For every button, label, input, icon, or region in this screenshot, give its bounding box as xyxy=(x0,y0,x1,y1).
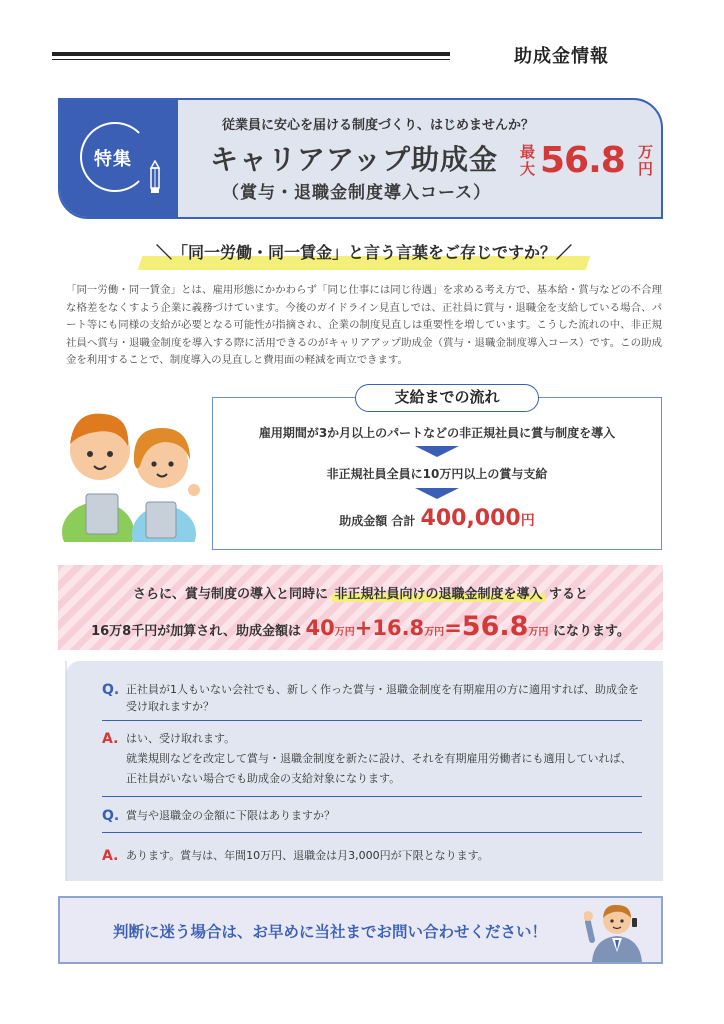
flow-step-1: 雇用期間が3か月以上のパートなどの非正規社員に賞与制度を導入 xyxy=(258,426,616,440)
answer-mark: A. xyxy=(102,731,119,747)
plus-sign: + xyxy=(354,616,373,640)
total-unit: 円 xyxy=(520,513,535,529)
banner-lead-text: 従業員に安心を届ける制度づくり、はじめませんか？ xyxy=(222,118,535,133)
total-value: 400,000 xyxy=(420,506,521,531)
highlight-line-1 xyxy=(58,583,663,602)
section-heading xyxy=(140,236,588,272)
equals-sign: = xyxy=(444,616,462,640)
question-text: 正社員が1人もいない会社でも、新しく作った賞与・退職金制度を有期雇用の方に適用すれば、助成金を xyxy=(126,683,639,696)
amount-value: 40 xyxy=(305,616,335,640)
amount-value: 56.8 xyxy=(461,611,529,642)
amount-unit: 万円 xyxy=(528,627,549,638)
answer-text: 就業規則などを改定して賞与・退職金制度を新たに設け、それを有期雇用労働者にも適用していれば、 xyxy=(126,752,632,765)
header-rule-thin xyxy=(52,59,450,60)
max-unit: 万円 xyxy=(638,143,654,178)
qa-separator xyxy=(102,796,642,797)
faq-notch xyxy=(58,661,70,881)
max-amount xyxy=(520,140,660,190)
flow-step-2: 非正規社員全員に10万円以上の賞与支給 xyxy=(326,467,548,481)
amount-unit: 万円 xyxy=(424,627,445,638)
question-mark: Q. xyxy=(102,808,120,824)
intro-paragraph: 「同一労働・同一賃金」とは、雇用形態にかかわらず「同じ仕事には同じ待遇」を求める考え方で、基本給・賞与などの不合理な格差をなくすよう企業に義務づけています。今後のガイドライン見直しでは、正社員に賞与・退職金を支給している場合、パート等にも同様の支給が必要となる可能性が指摘され、企業の制度見直しは重要性を増しています。こうした流れの中、非正規社員へ賞与・退職金制度を導入する際に活用できるのがキャリアアップ助成金（賞与・退職金制度導入コース）です。この助成金を利用することで、制度導入の見直しと費用面の軽減を両立できます。 xyxy=(66,284,662,367)
banner-badge-panel xyxy=(60,100,178,219)
feature-banner xyxy=(58,98,663,219)
bonus-highlight-box xyxy=(58,565,663,650)
highlight-text: になります。 xyxy=(552,624,630,639)
qa-separator xyxy=(102,720,642,721)
amount-unit: 万円 xyxy=(334,627,355,638)
question-mark: Q. xyxy=(102,682,120,698)
max-value: 56.8 xyxy=(540,140,625,181)
banner-title: キャリアアップ助成金 xyxy=(210,143,499,176)
max-label: 最大 xyxy=(520,143,536,178)
highlight-text: すると xyxy=(549,587,589,602)
highlight-marked-text: 非正規社員向けの退職金制度を導入 xyxy=(334,587,543,602)
businessman-illustration xyxy=(584,900,650,962)
page-category-title: 助成金情報 xyxy=(514,46,609,67)
highlight-line-2 xyxy=(58,611,663,642)
staff-illustration xyxy=(56,402,206,542)
highlight-text: 16万8千円が加算され、助成金額は xyxy=(91,624,301,639)
qa-separator xyxy=(102,832,642,833)
flow-title: 支給までの流れ xyxy=(355,384,539,412)
arrow-down-icon xyxy=(415,488,459,499)
header-rule-thick xyxy=(52,52,450,56)
question-text: 受け取れますか？ xyxy=(126,700,214,713)
answer-text: 正社員がいない場合でも助成金の支給対象になります。 xyxy=(126,772,401,785)
contact-cta-box xyxy=(58,896,663,964)
pencil-icon xyxy=(148,160,162,196)
highlight-text: さらに、賞与制度の導入と同時に xyxy=(132,587,328,602)
flow-total xyxy=(212,506,662,531)
banner-subtitle: （賞与・退職金制度導入コース） xyxy=(222,183,492,203)
contact-cta-text: 判断に迷う場合は、お早めに当社までお問い合わせください！ xyxy=(112,923,547,941)
total-label: 助成金額 合計 xyxy=(339,514,416,528)
answer-mark: A. xyxy=(102,848,119,864)
amount-value: 16.8 xyxy=(372,616,425,640)
arrow-down-icon xyxy=(415,446,459,457)
question-text: 賞与や退職金の金額に下限はありますか？ xyxy=(126,809,335,822)
section-heading-text: ＼「同一労働・同一賃金」と言う言葉をご存じですか？／ xyxy=(155,243,572,262)
answer-text: あります。賞与は、年間10万円、退職金は月3,000円が下限となります。 xyxy=(126,849,489,862)
feature-badge-label: 特集 xyxy=(94,149,132,170)
answer-text: はい、受け取れます。 xyxy=(126,732,236,745)
